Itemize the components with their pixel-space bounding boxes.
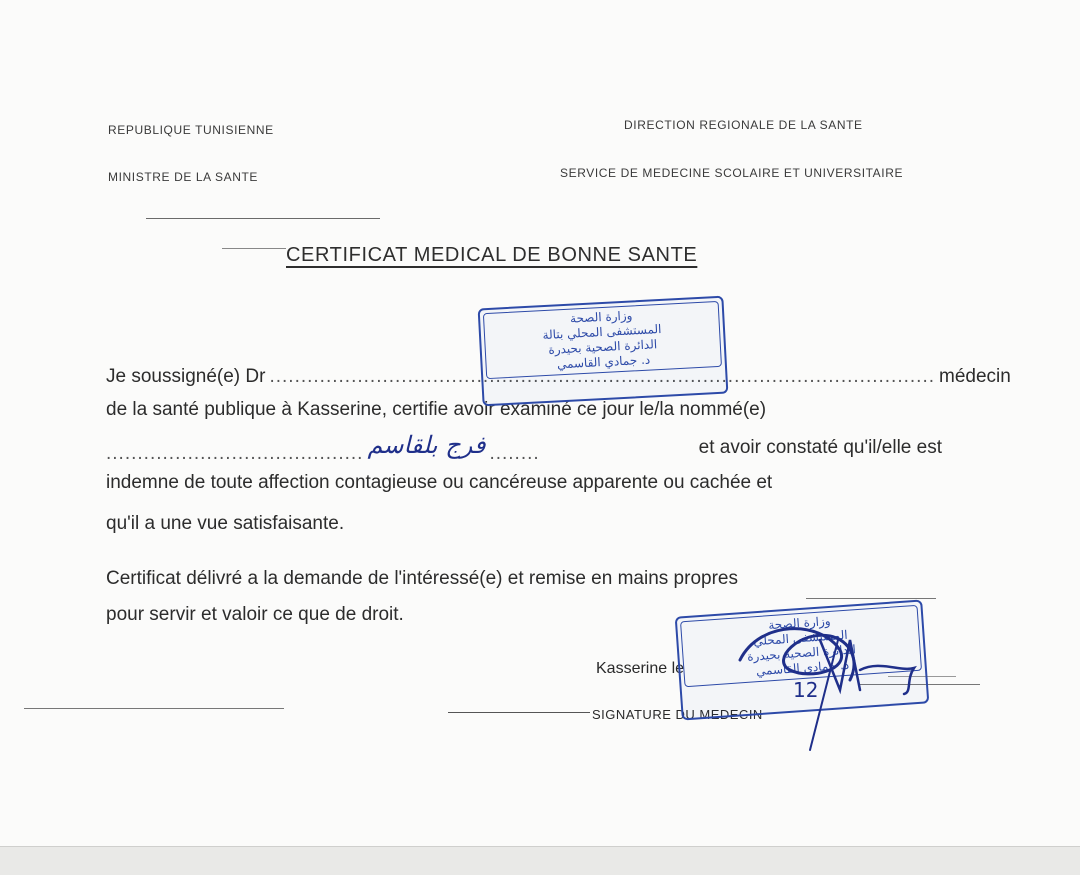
stamp-top-line3: الدائرة الصحية بحيدرة	[548, 337, 658, 357]
certificate-title: CERTIFICAT MEDICAL DE BONNE SANTE	[286, 244, 698, 266]
stamp-bottom-line1: وزارة الصحة	[767, 613, 832, 633]
doctor-intro: Je soussigné(e) Dr	[106, 366, 266, 387]
header-school-medicine-service: SERVICE DE MEDECINE SCOLAIRE ET UNIVERSITAIRE	[560, 166, 904, 180]
official-stamp-top	[478, 296, 729, 407]
doctor-signature	[700, 600, 960, 760]
stamp-bottom-line3: الدائرة الصحية بحيدرة	[746, 642, 857, 664]
body-line-delivery: Certificat délivré a la demande de l'intéressé(e) et remise en mains propres	[106, 568, 738, 589]
doctor-name-dots: ..........................................................................................................	[269, 366, 936, 387]
stamp-top-line4: د. جمادي القاسمي	[556, 352, 651, 372]
signature-mid-rule	[448, 712, 590, 713]
body-line-vision: qu'il a une vue satisfaisante.	[106, 513, 345, 534]
body-line-examined: de la santé publique à Kasserine, certifie avoir examiné ce jour le/la nommé(e)	[106, 399, 767, 420]
body-line-free-of-disease: indemne de toute affection contagieuse ou cancéreuse apparente ou cachée et	[106, 472, 773, 493]
patient-dots-before: .........................................	[106, 443, 364, 464]
header-divider	[146, 218, 380, 219]
body-line-patient	[106, 431, 942, 465]
header-regional-direction: DIRECTION REGIONALE DE LA SANTE	[624, 118, 863, 132]
signature-label: SIGNATURE DU MEDECIN	[592, 707, 763, 722]
place-label: Kasserine le	[596, 660, 685, 677]
title-overline	[222, 248, 286, 249]
header-republic: REPUBLIQUE TUNISIENNE	[108, 123, 274, 137]
header-ministry: MINISTRE DE LA SANTE	[108, 170, 259, 184]
body-line-purpose: pour servir et valoir ce que de droit.	[106, 604, 404, 625]
place-date-label	[596, 660, 684, 678]
stamp-top-frame	[483, 301, 722, 379]
stamp-top-line2: المستشفى المحلي بتالة	[542, 321, 662, 343]
patient-name-handwritten: فرج بلقاسم	[367, 431, 486, 459]
patient-dots-after: ........	[489, 443, 540, 464]
stamp-bottom-line4: د. جمادي القاسمي	[755, 657, 850, 679]
signature-left-rule	[24, 708, 284, 709]
stamp-top-line1: وزارة الصحة	[569, 308, 633, 326]
patient-observed-text: et avoir constaté qu'il/elle est	[698, 437, 942, 458]
scan-bottom-edge	[0, 846, 1080, 875]
stamp-bottom-line2: المستشفى المحلي	[752, 627, 849, 649]
doctor-title: médecin	[939, 366, 1011, 387]
signature-date-day: 12	[793, 678, 819, 702]
